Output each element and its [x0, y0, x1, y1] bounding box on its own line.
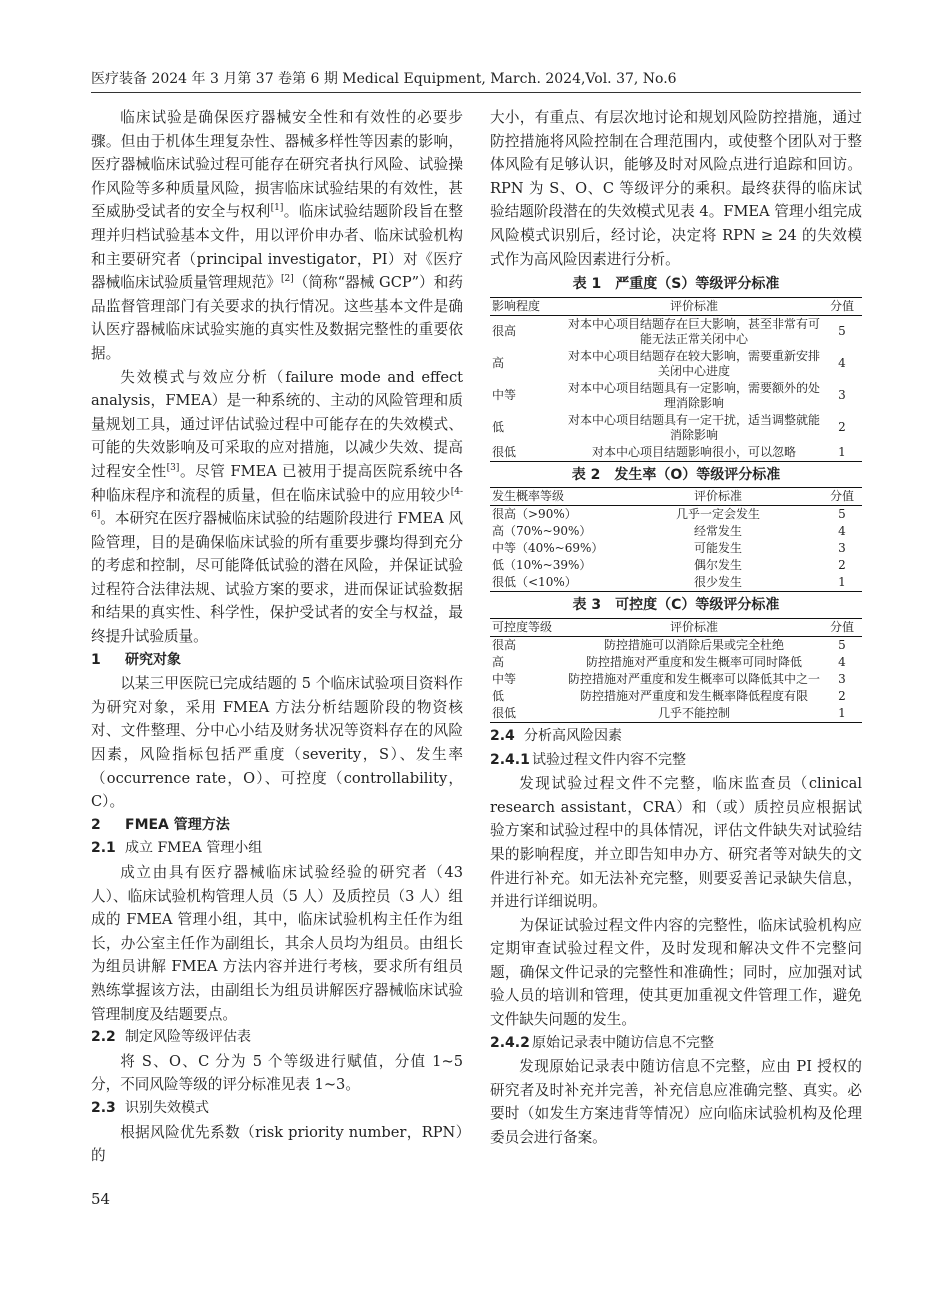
- table-header-cell: 评价标准: [693, 489, 742, 504]
- table-cell: 5: [838, 637, 846, 652]
- section-2-4-1-heading: 2.4.1 试验过程文件内容不完整: [490, 751, 686, 768]
- table-cell: 防控措施对严重度和发生概率可以降低其中之一: [568, 671, 821, 686]
- table-row: [490, 380, 862, 412]
- table-cell: 可能发生: [693, 541, 742, 556]
- table-cell: 很高（>90%）: [492, 507, 577, 522]
- table-cell: 很低: [492, 444, 517, 459]
- left-column: [91, 106, 463, 1168]
- table-cell: 中等（40%~69%）: [492, 541, 604, 556]
- table-cell: 防控措施对严重度和发生概率可同时降低: [585, 654, 802, 669]
- table-row: [490, 315, 862, 348]
- section-2-4-1-paragraph-1: 发现试验过程文件不完整，临床监查员（clinical research assistant，CRA）和（或）质控员应根据试验方案和试验过程中的具体情况，评估文件缺失对试验结果的影响程度，并立即告知申办方、研究者等对缺失的文件进行补充。如无法补充完整，则要妥善记录缺失信息，并进行详细说明。: [490, 775, 862, 911]
- intro-paragraph-2: 失效模式与效应分析（failure mode and effect analysis，FMEA）是一种系统的、主动的风险管理和质量规划工具，通过评估试验过程中可能存在的失效模式、可能的失效影响及可采取的应对措施，以减少失效、提高过程安全性[3]。尽管 FMEA 已被用于提高医院系统中各种临床程序和流程的质量，但在临床试验中的应用较少[4-6]。本研究在医疗器械临床试验的结题阶段进行 FMEA 风险管理，目的是确保临床试验的所有重要步骤均得到充分的考虑和控制，尽可能降低试验的潜在风险，并保证试验过程符合法律法规、试验方案的要求，进而保证试验数据和结果的真实性、科学性，保护受试者的安全与权益，最终提升试验质量。: [91, 368, 463, 646]
- section-2-4-2-paragraph: 发现原始记录表中随访信息不完整，应由 PI 授权的研究者及时补充并完善，补充信息应准确完整、真实。必要时（如发生方案违背等情况）应向临床试验机构及伦理委员会进行备案。: [490, 1058, 862, 1147]
- table-header-cell: 评价标准: [669, 619, 718, 634]
- table-cell: 偶尔发生: [693, 558, 742, 573]
- table-cell: 防控措施可以消除后果或完全杜绝: [603, 637, 784, 652]
- table-3-caption: 表 3 可控度（C）等级评分标准: [572, 597, 780, 614]
- table-header-cell: 发生概率等级: [492, 489, 565, 504]
- table-cell: 高（70%~90%）: [492, 524, 592, 539]
- table-cell: 对本中心项目结题具有一定影响，需要额外的处理消除影响: [568, 380, 821, 410]
- table-cell: 高: [492, 654, 505, 669]
- table-cell: 几乎不能控制: [657, 705, 730, 720]
- table-header-cell: 分值: [829, 298, 854, 313]
- table-2-caption: 表 2 发生率（O）等级评分标准: [571, 466, 781, 483]
- section-2-4-1-paragraph-2: 为保证试验过程文件内容的完整性，临床试验机构应定期审查试验过程文件，及时发现和解决文件不完整问题，确保文件记录的完整性和准确性；同时，应加强对试验人员的培训和管理，使其更加重视文件管理工作，避免文件缺失问题的发生。: [490, 916, 862, 1029]
- table-cell: 1: [838, 444, 846, 459]
- table-cell: 很高: [492, 637, 517, 652]
- running-header: 医疗装备 2024 年 3 月第 37 卷第 6 期 Medical Equipment, March. 2024,Vol. 37, No.6: [91, 71, 677, 87]
- table-cell: 1: [838, 705, 846, 720]
- section-2-3-heading: 2.3 识别失效模式: [91, 1099, 209, 1116]
- table-2: [490, 487, 862, 592]
- section-2-4-2-heading: 2.4.2 原始记录表中随访信息不完整: [490, 1034, 714, 1051]
- table-cell: 3: [838, 388, 846, 403]
- table-header-cell: 分值: [829, 619, 854, 634]
- table-row: [490, 705, 862, 723]
- table-1-caption: 表 1 严重度（S）等级评分标准: [572, 276, 780, 293]
- table-row: [490, 412, 862, 444]
- table-row: [490, 444, 862, 462]
- table-cell: 对本中心项目结题存在较大影响，需要重新安排关闭中心进度: [568, 348, 821, 378]
- table-cell: 3: [838, 671, 846, 686]
- table-cell: 高: [492, 356, 505, 371]
- table-row: [490, 557, 862, 574]
- table-row: [490, 506, 862, 524]
- table-cell: 很低: [492, 705, 517, 720]
- table-header-cell: 影响程度: [492, 298, 541, 313]
- right-column: [490, 106, 862, 1150]
- intro-paragraph-1: 临床试验是确保医疗器械安全性和有效性的必要步骤。但由于机体生理复杂性、器械多样性等因素的影响，医疗器械临床试验过程可能存在研究者执行风险、试验操作风险等多种质量风险，损害临床试验结果的有效性，甚至威胁受试者的安全与权利[1]。临床试验结题阶段旨在整理并归档试验基本文件，用以评价申办者、临床试验机构和主要研究者（principal investigator，PI）对《医疗器械临床试验质量管理规范》[2]（简称“器械 GCP”）和药品监督管理部门有关要求的执行情况。这些基本文件是确认医疗器械临床试验实施的真实性及数据完整性的重要依据。: [91, 109, 463, 362]
- table-row: [490, 574, 862, 592]
- table-cell: 5: [838, 507, 846, 522]
- table-cell: 4: [838, 356, 846, 371]
- table-header-cell: 评价标准: [669, 298, 718, 313]
- table-cell: 中等: [492, 388, 517, 403]
- table-cell: 对本中心项目结题存在巨大影响，甚至非常有可能无法正常关闭中心: [568, 316, 821, 346]
- table-row: [490, 654, 862, 671]
- table-header-cell: 可控度等级: [492, 619, 553, 634]
- table-cell: 对本中心项目结题影响很小，可以忽略: [591, 444, 796, 459]
- table-cell: 经常发生: [693, 524, 742, 539]
- continued-paragraph: 大小，有重点、有层次地讨论和规划风险防控措施，通过防控措施将风险控制在合理范围内，或使整个团队对于整体风险有足够认识，能够及时对风险点进行追踪和回访。RPN 为 S、O、C 等级评分的乘积。最终获得的临床试验结题阶段潜在的失效模式见表 4。FMEA 管理小组完成风险模式识别后，经讨论，决定将 RPN ≥ 24 的失效模式作为高风险因素进行分析。: [490, 109, 862, 268]
- section-2-4-heading: 2.4 分析高风险因素: [490, 727, 622, 744]
- table-cell: 低（10%~39%）: [492, 558, 592, 573]
- section-1-heading: 1 研究对象: [91, 651, 181, 668]
- table-cell: 中等: [492, 671, 517, 686]
- section-2-1-heading: 2.1 成立 FMEA 管理小组: [91, 840, 263, 857]
- table-row: [490, 540, 862, 557]
- table-cell: 很高: [492, 324, 517, 339]
- section-2-2-paragraph: 将 S、O、C 分为 5 个等级进行赋值，分值 1~5 分，不同风险等级的评分标准见表 1~3。: [91, 1052, 463, 1094]
- table-cell: 2: [838, 558, 846, 573]
- table-row: [490, 523, 862, 540]
- table-cell: 几乎一定会发生: [675, 507, 760, 522]
- table-cell: 低: [492, 688, 505, 703]
- table-cell: 很少发生: [693, 575, 742, 590]
- header-rule: [91, 92, 861, 93]
- table-cell: 5: [838, 324, 846, 339]
- section-2-2-heading: 2.2 制定风险等级评估表: [91, 1029, 251, 1046]
- table-3: [490, 618, 862, 723]
- table-row: [490, 688, 862, 705]
- page-number: 54: [91, 1190, 111, 1208]
- section-2-1-paragraph: 成立由具有医疗器械临床试验经验的研究者（43 人）、临床试验机构管理人员（5 人）及质控员（3 人）组成的 FMEA 管理小组，其中，临床试验机构主任作为组长，办公室主任作为副组长，其余人员均为组员。由组长为组员讲解 FMEA 方法内容并进行考核，要求所有组员熟练掌握该方法，由副组长为组员讲解医疗器械临床试验管理制度及结题要点。: [91, 864, 463, 1023]
- table-cell: 4: [838, 524, 846, 539]
- table-cell: 低: [492, 420, 505, 435]
- table-row: [490, 636, 862, 654]
- table-cell: 2: [838, 688, 846, 703]
- table-cell: 很低（<10%）: [492, 575, 577, 590]
- section-2-heading: 2 FMEA 管理方法: [91, 816, 230, 833]
- table-cell: 4: [838, 654, 846, 669]
- table-row: [490, 671, 862, 688]
- table-cell: 3: [838, 541, 846, 556]
- table-row: [490, 348, 862, 380]
- table-cell: 2: [838, 420, 846, 435]
- section-1-paragraph: 以某三甲医院已完成结题的 5 个临床试验项目资料作为研究对象，采用 FMEA 方法分析结题阶段的物资核对、文件整理、分中心小结及财务状况等资料存在的风险因素，风险指标包括严重度（severity，S）、发生率（occurrence rate，O）、可控度（controllability，C）。: [91, 675, 463, 811]
- table-cell: 1: [838, 575, 846, 590]
- table-cell: 对本中心项目结题具有一定干扰，适当调整就能消除影响: [568, 412, 821, 442]
- table-1: [490, 297, 862, 462]
- table-cell: 防控措施对严重度和发生概率降低程度有限: [579, 688, 808, 703]
- table-header-cell: 分值: [829, 489, 854, 504]
- section-2-3-paragraph: 根据风险优先系数（risk priority number，RPN）的: [91, 1123, 463, 1165]
